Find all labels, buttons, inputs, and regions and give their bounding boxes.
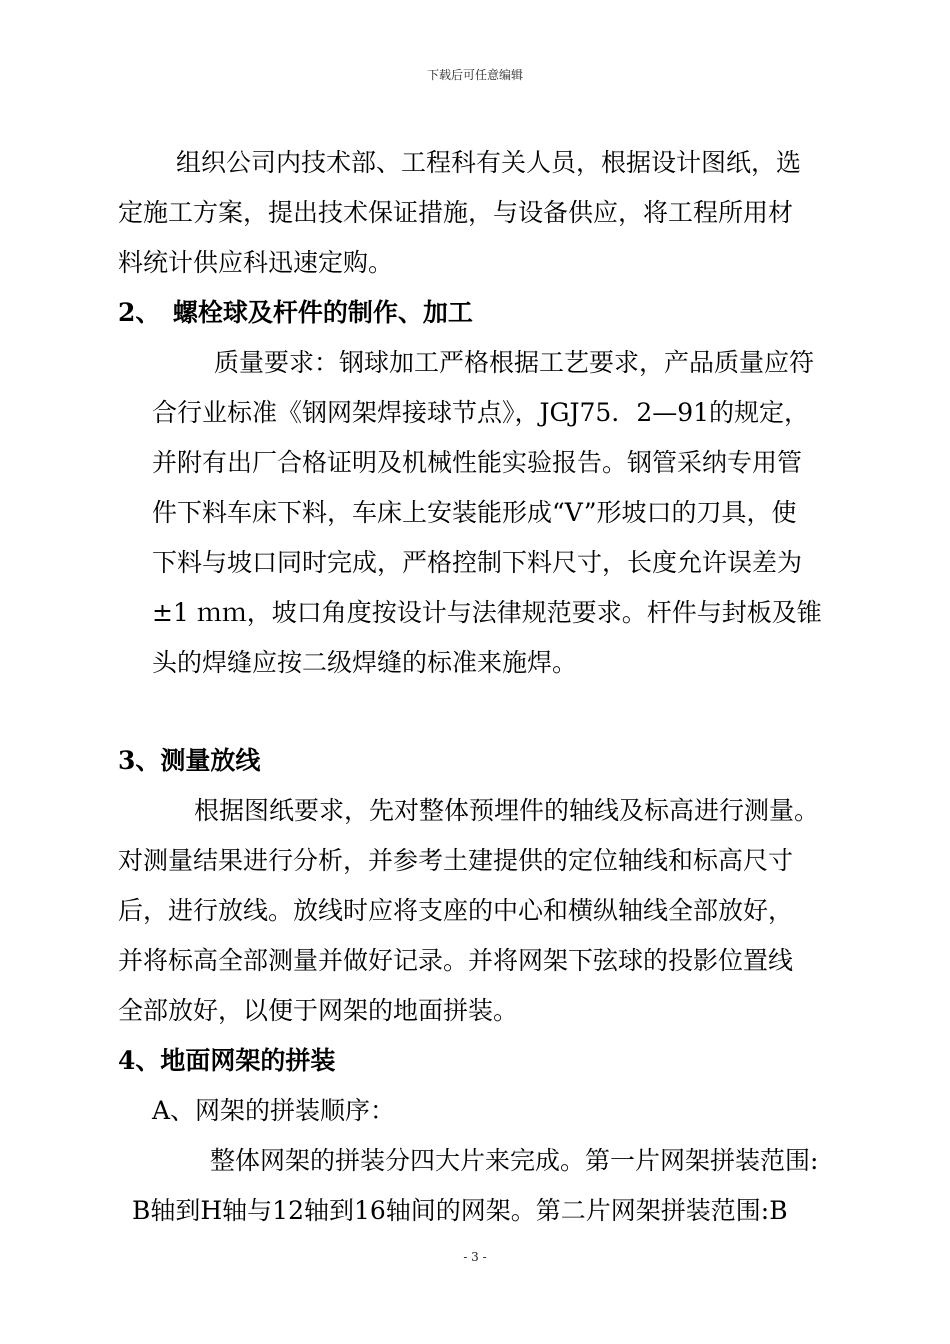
paragraph3-line1: 根据图纸要求，先对整体预埋件的轴线及标高进行测量。 — [194, 796, 820, 825]
paragraph2-line7: 头的焊缝应按二级焊缝的标准来施焊。 — [152, 648, 578, 677]
paragraph2-line1: 质量要求：钢球加工严格根据工艺要求，产品质量应符 — [214, 348, 815, 377]
subheading-a: A、网架的拼装顺序： — [152, 1096, 396, 1125]
paragraph3-line2: 对测量结果进行分析，并参考土建提供的定位轴线和标高尺寸 — [118, 846, 794, 875]
paragraph3-line3: 后，进行放线。放线时应将支座的中心和横纵轴线全部放好， — [118, 896, 794, 925]
paragraph2-line4: 件下料车床下料，车床上安装能形成“V”形坡口的刀具，使 — [152, 498, 797, 527]
paragraph3-line4: 并将标高全部测量并做好记录。并将网架下弦球的投影位置线 — [118, 946, 794, 975]
page-number: - 3 - — [463, 1250, 487, 1264]
paragraph4-line1: 整体网架的拼装分四大片来完成。第一片网架拼装范围: — [210, 1146, 819, 1175]
paragraph2-line6: ±1 ｍｍ，坡口角度按设计与法律规范要求。杆件与封板及锥 — [152, 598, 822, 627]
section-heading-2: 2、 螺栓球及杆件的制作、加工 — [118, 298, 473, 327]
paragraph2-line5: 下料与坡口同时完成，严格控制下料尺寸，长度允许误差为 — [152, 548, 803, 577]
paragraph4-line2: B轴到H轴与12轴到16轴间的网架。第二片网架拼装范围:B — [132, 1196, 788, 1225]
paragraph1-line2: 定施工方案，提出技术保证措施，与设备供应，将工程所用材 — [118, 198, 794, 227]
section-heading-3: 3、测量放线 — [118, 746, 261, 775]
page-header: 下载后可任意编辑 — [426, 68, 523, 82]
paragraph2-line2: 合行业标准《钢网架焊接球节点》，JGJ75．2—91的规定， — [152, 398, 810, 427]
paragraph3-line5: 全部放好，以便于网架的地面拼装。 — [118, 996, 519, 1025]
paragraph1-line1: 组织公司内技术部、工程科有关人员，根据设计图纸，选 — [176, 148, 802, 177]
section-heading-4: 4、地面网架的拼装 — [118, 1046, 336, 1075]
paragraph1-line3: 料统计供应科迅速定购。 — [118, 248, 394, 277]
paragraph2-line3: 并附有出厂合格证明及机械性能实验报告。钢管采纳专用管 — [152, 448, 803, 477]
